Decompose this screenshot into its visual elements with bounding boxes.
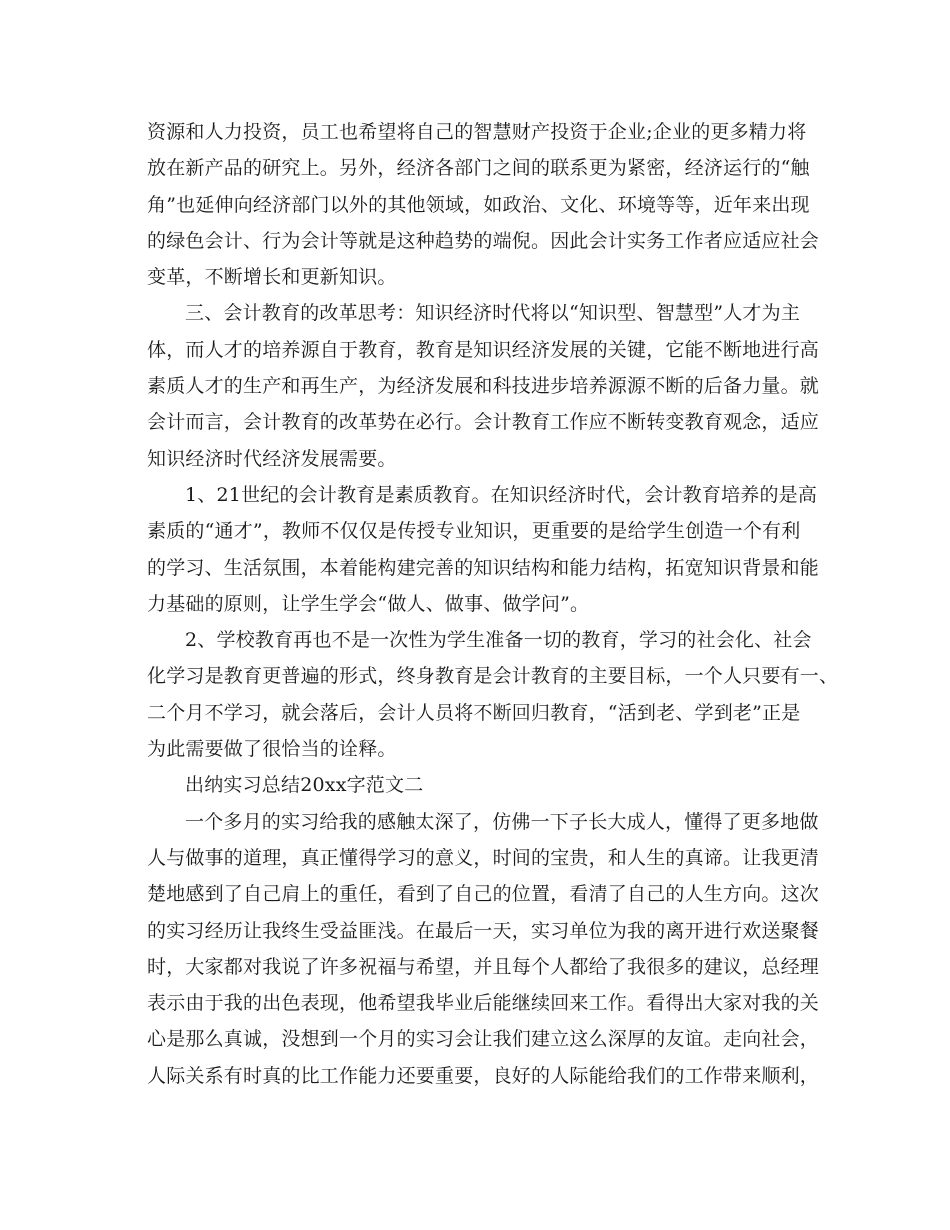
text-line: 的实习经历让我终生受益匪浅。在最后一天，实习单位为我的离开进行欢送聚餐 xyxy=(147,919,820,942)
text-line: 的学习、生活氛围，本着能构建完善的知识结构和能力结构，拓宽知识背景和能 xyxy=(147,556,820,579)
paragraph-start-line: 三、会计教育的改革思考：知识经济时代将以“知识型、智慧型”人才为主 xyxy=(185,302,801,325)
text-line: 会计而言，会计教育的改革势在必行。会计教育工作应不断转变教育观念，适应 xyxy=(147,411,820,434)
section-heading: 出纳实习总结20xx字范文二 xyxy=(185,774,424,797)
text-line: 知识经济时代经济发展需要。 xyxy=(147,447,397,470)
text-line: 时，大家都对我说了许多祝福与希望，并且每个人都给了我很多的建议，总经理 xyxy=(147,955,820,978)
text-line: 放在新产品的研究上。另外，经济各部门之间的联系更为紧密，经济运行的“触 xyxy=(147,157,810,180)
text-line: 力基础的原则，让学生学会“做人、做事、做学问”。 xyxy=(147,592,590,615)
text-line: 表示由于我的出色表现，他希望我毕业后能继续回来工作。看得出大家对我的关 xyxy=(147,992,820,1015)
text-line: 素质的“通才”，教师不仅仅是传授专业知识，更重要的是给学生创造一个有利 xyxy=(147,520,801,543)
text-line: 体，而人才的培养源自于教育，教育是知识经济发展的关键，它能不断地进行高 xyxy=(147,338,820,361)
text-line: 人际关系有时真的比工作能力还要重要，良好的人际能给我们的工作带来顺利， xyxy=(147,1064,820,1087)
text-line: 二个月不学习，就会落后，会计人员将不断回归教育，“活到老、学到老”正是 xyxy=(147,701,801,724)
text-line: 角”也延伸向经济部门以外的其他领域，如政治、文化、环境等等，近年来出现 xyxy=(147,193,810,216)
text-line: 化学习是教育更普遍的形式，终身教育是会计教育的主要目标，一个人只要有一、 xyxy=(147,665,839,688)
text-line: 人与做事的道理，真正懂得学习的意义，时间的宝贵，和人生的真谛。让我更清 xyxy=(147,846,820,869)
text-line: 素质人才的生产和再生产，为经济发展和科技进步培养源源不断的后备力量。就 xyxy=(147,375,820,398)
text-line: 变革，不断增长和更新知识。 xyxy=(147,266,397,289)
paragraph-start-line: 2、学校教育再也不是一次性为学生准备一切的教育，学习的社会化、社会 xyxy=(185,629,812,652)
text-line: 为此需要做了很恰当的诠释。 xyxy=(147,738,397,761)
text-line: 楚地感到了自己肩上的重任，看到了自己的位置，看清了自己的人生方向。这次 xyxy=(147,883,820,906)
text-line: 的绿色会计、行为会计等就是这种趋势的端倪。因此会计实务工作者应适应社会 xyxy=(147,229,820,252)
text-line: 心是那么真诚，没想到一个月的实习会让我们建立这么深厚的友谊。走向社会， xyxy=(147,1028,820,1051)
text-line: 资源和人力投资，员工也希望将自己的智慧财产投资于企业;企业的更多精力将 xyxy=(147,121,807,143)
paragraph-start-line: 一个多月的实习给我的感触太深了，仿佛一下子长大成人，懂得了更多地做 xyxy=(185,810,819,833)
document-body xyxy=(147,114,839,1094)
paragraph-start-line: 1、21世纪的会计教育是素质教育。在知识经济时代，会计教育培养的是高 xyxy=(185,483,818,506)
